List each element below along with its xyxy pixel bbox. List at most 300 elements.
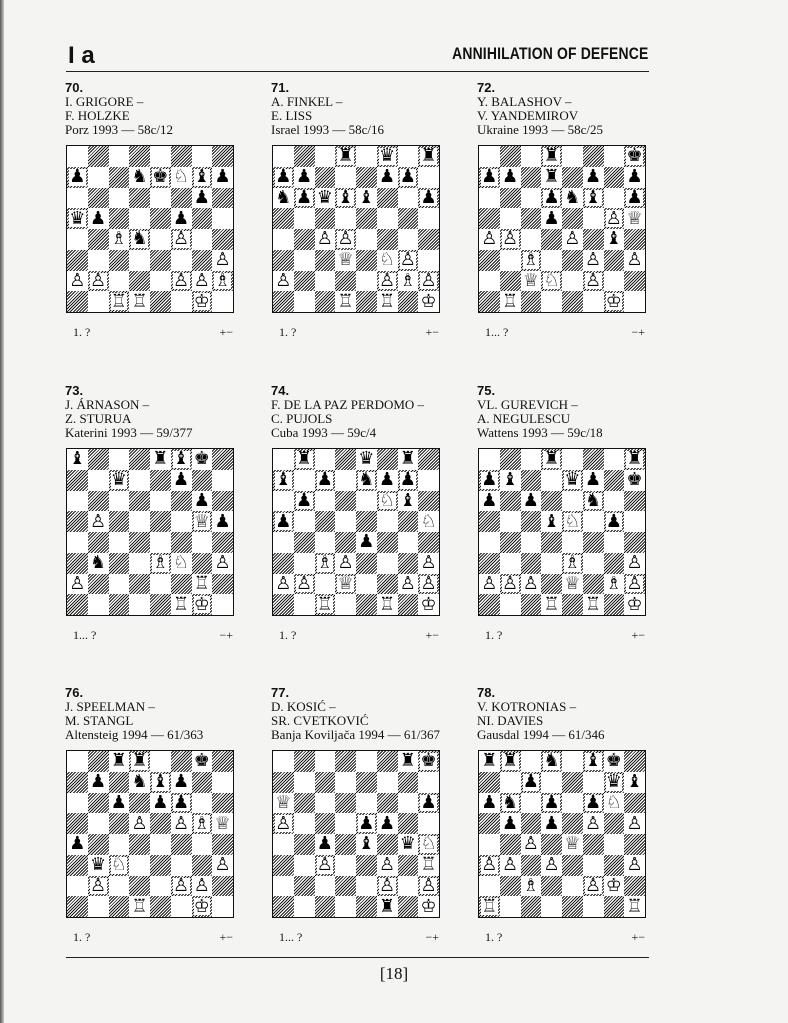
black-knight-icon: ♞	[502, 791, 519, 813]
board-square	[212, 188, 233, 209]
board-square	[356, 449, 377, 470]
board-square	[377, 291, 398, 312]
board-square	[212, 208, 233, 229]
board-square	[356, 167, 377, 188]
white-queen-icon: ♕	[626, 207, 643, 229]
move-question: 1. ?	[73, 930, 91, 944]
board-square	[418, 855, 439, 876]
board-square	[398, 553, 419, 574]
board-square	[479, 250, 500, 271]
board-square	[500, 167, 521, 188]
board-square	[171, 553, 192, 574]
board-square	[500, 532, 521, 553]
board-square	[418, 751, 439, 772]
black-rook-icon: ♜	[543, 166, 560, 188]
board-square	[583, 250, 604, 271]
board-square	[377, 146, 398, 167]
evaluation: +−	[219, 325, 233, 339]
board-square	[335, 167, 356, 188]
board-square	[150, 594, 171, 615]
black-rook-icon: ♜	[420, 145, 437, 167]
black-player: F. HOLZKE	[65, 108, 130, 123]
board-square	[377, 553, 398, 574]
black-pawn-icon: ♟	[69, 166, 86, 188]
board-square	[109, 553, 130, 574]
black-bishop-icon: ♝	[585, 186, 602, 208]
board-square	[604, 772, 625, 793]
board-square	[624, 855, 645, 876]
black-pawn-icon: ♟	[502, 166, 519, 188]
board-square	[562, 449, 583, 470]
board-square	[171, 291, 192, 312]
board-square	[398, 751, 419, 772]
board-square	[541, 553, 562, 574]
board-square	[479, 470, 500, 491]
black-queen-icon: ♛	[399, 833, 416, 855]
board-square	[88, 167, 109, 188]
white-player: J. SPEELMAN –	[65, 699, 155, 714]
board-square	[398, 470, 419, 491]
white-pawn-icon: ♙	[379, 874, 396, 896]
white-pawn-icon: ♙	[173, 228, 190, 250]
board-square	[273, 532, 294, 553]
board-square	[541, 470, 562, 491]
black-pawn-icon: ♟	[173, 469, 190, 491]
board-square	[418, 208, 439, 229]
game-source: Israel 1993 — 58c/16	[271, 122, 385, 137]
board-square	[356, 271, 377, 292]
puzzle-diagram	[477, 383, 662, 648]
board-square	[418, 449, 439, 470]
chess-board	[272, 750, 440, 918]
board-square	[192, 855, 213, 876]
board-square	[377, 876, 398, 897]
board-square	[398, 594, 419, 615]
board-square	[624, 553, 645, 574]
board-square	[604, 146, 625, 167]
board-square	[192, 574, 213, 595]
board-square	[67, 167, 88, 188]
board-square	[109, 167, 130, 188]
board-square	[150, 511, 171, 532]
board-square	[273, 772, 294, 793]
board-square	[377, 470, 398, 491]
board-square	[624, 146, 645, 167]
board-square	[212, 594, 233, 615]
board-square	[294, 553, 315, 574]
board-square	[604, 271, 625, 292]
board-square	[541, 574, 562, 595]
board-square	[521, 449, 542, 470]
board-square	[315, 896, 336, 917]
board-square	[521, 291, 542, 312]
black-bishop-icon: ♝	[585, 750, 602, 772]
board-square	[562, 793, 583, 814]
board-square	[88, 896, 109, 917]
white-player: Y. BALASHOV –	[477, 94, 572, 109]
white-queen-icon: ♕	[193, 510, 210, 532]
white-knight-icon: ♘	[173, 166, 190, 188]
board-square	[521, 876, 542, 897]
board-square	[109, 208, 130, 229]
black-king-icon: ♚	[152, 166, 169, 188]
board-square	[335, 855, 356, 876]
board-square	[150, 449, 171, 470]
white-pawn-icon: ♙	[399, 249, 416, 271]
board-square	[67, 855, 88, 876]
board-square	[562, 208, 583, 229]
black-queen-icon: ♛	[316, 186, 333, 208]
board-square	[500, 511, 521, 532]
board-square	[129, 594, 150, 615]
board-square	[273, 271, 294, 292]
board-square	[624, 491, 645, 512]
white-bishop-icon: ♗	[316, 552, 333, 574]
board-square	[604, 250, 625, 271]
black-pawn-icon: ♟	[481, 469, 498, 491]
puzzle-diagram	[477, 685, 662, 950]
black-pawn-icon: ♟	[543, 791, 560, 813]
board-square	[171, 793, 192, 814]
board-square	[192, 751, 213, 772]
black-queen-icon: ♛	[379, 145, 396, 167]
board-square	[294, 167, 315, 188]
board-square	[604, 793, 625, 814]
board-square	[521, 250, 542, 271]
board-square	[88, 271, 109, 292]
move-question: 1. ?	[485, 628, 503, 642]
board-square	[418, 574, 439, 595]
board-square	[356, 896, 377, 917]
board-square	[500, 594, 521, 615]
black-player: C. PUJOLS	[271, 411, 333, 426]
board-square	[88, 291, 109, 312]
black-pawn-icon: ♟	[69, 833, 86, 855]
board-square	[479, 855, 500, 876]
white-pawn-icon: ♙	[275, 269, 292, 291]
board-square	[294, 751, 315, 772]
white-pawn-icon: ♙	[481, 854, 498, 876]
board-square	[335, 793, 356, 814]
board-square	[335, 449, 356, 470]
black-pawn-icon: ♟	[275, 166, 292, 188]
black-pawn-icon: ♟	[214, 510, 231, 532]
black-queen-icon: ♛	[110, 469, 127, 491]
board-square	[479, 291, 500, 312]
white-bishop-icon: ♗	[522, 249, 539, 271]
board-square	[294, 208, 315, 229]
board-square	[521, 532, 542, 553]
puzzle-number: 70.	[65, 80, 84, 95]
board-square	[294, 876, 315, 897]
black-king-icon: ♚	[420, 750, 437, 772]
board-square	[335, 250, 356, 271]
move-question: 1. ?	[485, 930, 503, 944]
white-pawn-icon: ♙	[585, 269, 602, 291]
white-pawn-icon: ♙	[502, 572, 519, 594]
white-pawn-icon: ♙	[214, 249, 231, 271]
board-square	[398, 793, 419, 814]
board-square	[418, 470, 439, 491]
board-square	[418, 793, 439, 814]
black-pawn-icon: ♟	[296, 186, 313, 208]
board-square	[67, 470, 88, 491]
board-square	[583, 574, 604, 595]
board-square	[129, 772, 150, 793]
black-player: SR. CVETKOVIĆ	[271, 713, 369, 728]
board-square	[192, 146, 213, 167]
board-square	[150, 834, 171, 855]
board-square	[500, 793, 521, 814]
black-pawn-icon: ♟	[193, 489, 210, 511]
black-pawn-icon: ♟	[481, 166, 498, 188]
board-square	[294, 574, 315, 595]
black-pawn-icon: ♟	[173, 771, 190, 793]
black-player: Z. STURUA	[65, 411, 132, 426]
white-pawn-icon: ♙	[543, 854, 560, 876]
board-square	[562, 876, 583, 897]
board-square	[129, 208, 150, 229]
board-square	[192, 834, 213, 855]
board-square	[294, 229, 315, 250]
board-square	[583, 271, 604, 292]
black-pawn-icon: ♟	[481, 489, 498, 511]
board-square	[418, 188, 439, 209]
black-pawn-icon: ♟	[358, 812, 375, 834]
board-square	[604, 188, 625, 209]
board-square	[356, 834, 377, 855]
board-square	[212, 449, 233, 470]
board-square	[109, 470, 130, 491]
white-knight-icon: ♘	[605, 791, 622, 813]
board-square	[88, 146, 109, 167]
white-pawn-icon: ♙	[90, 874, 107, 896]
black-pawn-icon: ♟	[358, 531, 375, 553]
board-square	[294, 491, 315, 512]
white-player: I. GRIGORE –	[65, 94, 144, 109]
board-square	[109, 834, 130, 855]
board-square	[418, 146, 439, 167]
board-square	[604, 594, 625, 615]
board-square	[479, 751, 500, 772]
puzzle-number: 71.	[271, 80, 290, 95]
board-square	[541, 250, 562, 271]
board-square	[315, 594, 336, 615]
white-knight-icon: ♘	[564, 510, 581, 532]
board-square	[109, 813, 130, 834]
board-square	[562, 511, 583, 532]
board-square	[192, 291, 213, 312]
board-square	[583, 491, 604, 512]
board-square	[583, 793, 604, 814]
black-rook-icon: ♜	[337, 145, 354, 167]
white-pawn-icon: ♙	[316, 854, 333, 876]
board-square	[315, 834, 336, 855]
board-square	[88, 208, 109, 229]
board-square	[377, 532, 398, 553]
white-rook-icon: ♖	[379, 290, 396, 312]
board-square	[624, 188, 645, 209]
white-knight-icon: ♘	[173, 552, 190, 574]
board-square	[624, 751, 645, 772]
board-square	[377, 896, 398, 917]
white-pawn-icon: ♙	[626, 854, 643, 876]
white-pawn-icon: ♙	[585, 812, 602, 834]
black-knight-icon: ♞	[90, 552, 107, 574]
black-bishop-icon: ♝	[173, 448, 190, 470]
board-square	[500, 250, 521, 271]
board-square	[604, 470, 625, 491]
white-king-icon: ♔	[605, 874, 622, 896]
board-square	[604, 491, 625, 512]
board-square	[109, 876, 130, 897]
evaluation: −+	[425, 930, 439, 944]
board-square	[624, 208, 645, 229]
board-square	[377, 511, 398, 532]
board-square	[356, 491, 377, 512]
board-square	[521, 896, 542, 917]
white-rook-icon: ♖	[337, 290, 354, 312]
board-square	[150, 229, 171, 250]
board-square	[377, 813, 398, 834]
board-square	[562, 167, 583, 188]
board-square	[624, 250, 645, 271]
board-square	[479, 553, 500, 574]
black-bishop-icon: ♝	[543, 510, 560, 532]
board-square	[398, 167, 419, 188]
black-queen-icon: ♛	[605, 771, 622, 793]
board-square	[129, 291, 150, 312]
board-square	[604, 229, 625, 250]
black-pawn-icon: ♟	[522, 771, 539, 793]
board-square	[273, 876, 294, 897]
white-rook-icon: ♖	[110, 290, 127, 312]
board-square	[315, 271, 336, 292]
board-square	[294, 250, 315, 271]
board-square	[541, 491, 562, 512]
board-square	[88, 876, 109, 897]
board-square	[479, 574, 500, 595]
board-square	[583, 855, 604, 876]
board-square	[500, 208, 521, 229]
white-rook-icon: ♖	[379, 593, 396, 615]
board-square	[398, 574, 419, 595]
board-square	[541, 813, 562, 834]
board-square	[604, 834, 625, 855]
board-square	[294, 188, 315, 209]
board-square	[541, 772, 562, 793]
white-pawn-icon: ♙	[337, 228, 354, 250]
board-square	[109, 146, 130, 167]
board-square	[129, 229, 150, 250]
black-rook-icon: ♜	[399, 448, 416, 470]
board-square	[88, 594, 109, 615]
board-square	[315, 772, 336, 793]
board-square	[67, 574, 88, 595]
board-square	[171, 470, 192, 491]
board-square	[150, 855, 171, 876]
board-square	[129, 271, 150, 292]
board-square	[192, 449, 213, 470]
black-pawn-icon: ♟	[420, 186, 437, 208]
board-square	[583, 146, 604, 167]
white-pawn-icon: ♙	[173, 874, 190, 896]
board-square	[67, 751, 88, 772]
board-square	[273, 594, 294, 615]
board-square	[150, 532, 171, 553]
board-square	[273, 250, 294, 271]
board-square	[521, 229, 542, 250]
board-square	[377, 229, 398, 250]
board-square	[604, 511, 625, 532]
white-pawn-icon: ♙	[605, 207, 622, 229]
white-rook-icon: ♖	[193, 572, 210, 594]
board-square	[624, 511, 645, 532]
black-player: A. NEGULESCU	[477, 411, 571, 426]
board-square	[171, 250, 192, 271]
board-square	[67, 491, 88, 512]
board-square	[129, 793, 150, 814]
move-question: 1... ?	[485, 325, 509, 339]
board-square	[541, 896, 562, 917]
board-square	[171, 896, 192, 917]
board-square	[273, 491, 294, 512]
board-square	[479, 511, 500, 532]
chess-board	[478, 145, 646, 313]
black-bishop-icon: ♝	[605, 228, 622, 250]
board-square	[315, 855, 336, 876]
board-square	[377, 751, 398, 772]
white-rook-icon: ♖	[316, 593, 333, 615]
board-square	[212, 813, 233, 834]
board-square	[562, 855, 583, 876]
board-square	[500, 491, 521, 512]
white-pawn-icon: ♙	[481, 572, 498, 594]
board-square	[315, 876, 336, 897]
board-square	[377, 167, 398, 188]
board-square	[150, 491, 171, 512]
board-square	[150, 250, 171, 271]
board-square	[356, 229, 377, 250]
black-pawn-icon: ♟	[316, 833, 333, 855]
board-square	[192, 470, 213, 491]
black-pawn-icon: ♟	[543, 207, 560, 229]
board-square	[335, 813, 356, 834]
board-square	[479, 532, 500, 553]
move-question: 1. ?	[279, 325, 297, 339]
board-square	[562, 834, 583, 855]
black-pawn-icon: ♟	[296, 489, 313, 511]
board-square	[150, 470, 171, 491]
board-square	[67, 876, 88, 897]
board-square	[356, 751, 377, 772]
board-square	[356, 876, 377, 897]
board-square	[335, 229, 356, 250]
page-number: [18]	[379, 964, 409, 983]
board-square	[171, 208, 192, 229]
white-player: J. ÁRNASON –	[65, 397, 150, 412]
white-pawn-icon: ♙	[193, 269, 210, 291]
white-queen-icon: ♕	[564, 833, 581, 855]
board-square	[541, 511, 562, 532]
board-square	[356, 146, 377, 167]
board-square	[192, 250, 213, 271]
chess-board	[478, 750, 646, 918]
white-pawn-icon: ♙	[214, 552, 231, 574]
board-square	[315, 813, 336, 834]
white-pawn-icon: ♙	[522, 572, 539, 594]
board-square	[129, 574, 150, 595]
